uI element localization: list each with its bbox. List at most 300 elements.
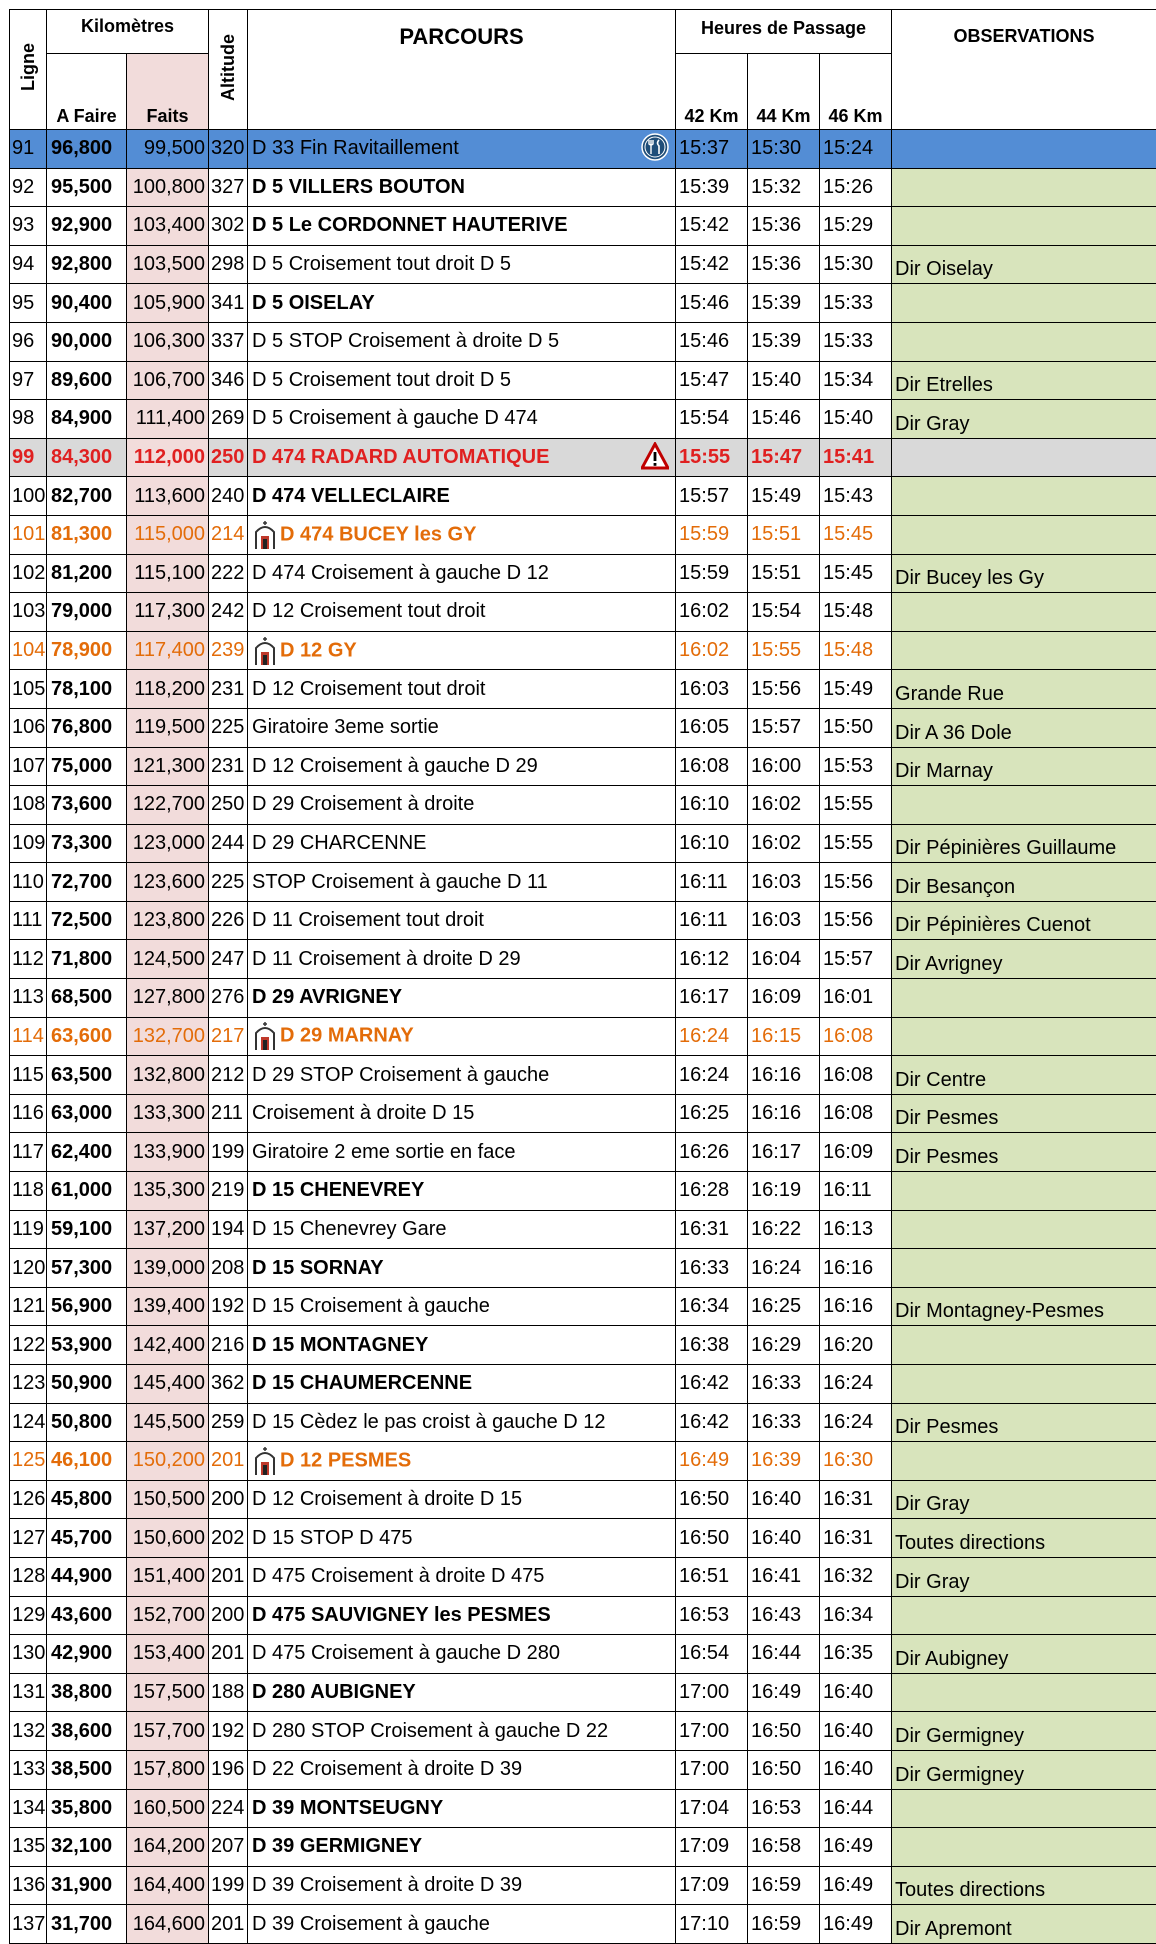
cell-ligne xyxy=(10,1557,47,1596)
cell-alt-text: 216 xyxy=(211,1334,244,1356)
cell-t44 xyxy=(748,1905,820,1944)
cell-parcours-text: D 12 PESMES xyxy=(280,1449,411,1471)
cell-faits-text: 153,400 xyxy=(133,1642,205,1664)
cell-faits-text: 164,200 xyxy=(133,1835,205,1857)
cell-alt-text: 242 xyxy=(211,600,244,622)
cell-afaire xyxy=(47,1866,127,1905)
cell-parcours xyxy=(248,1017,676,1056)
cell-t44-text: 15:51 xyxy=(751,523,801,545)
cell-afaire xyxy=(47,477,127,516)
cell-obs xyxy=(892,1750,1156,1789)
cell-ligne xyxy=(10,708,47,747)
cell-parcours-text: D 475 Croisement à gauche D 280 xyxy=(252,1642,560,1664)
cell-obs-text: Dir Oiselay xyxy=(895,258,993,280)
cell-t44 xyxy=(748,1365,820,1404)
cell-t46-text: 16:40 xyxy=(823,1758,873,1780)
cell-t42 xyxy=(676,477,748,516)
cell-t46-text: 16:49 xyxy=(823,1874,873,1896)
cell-t44-text: 15:51 xyxy=(751,562,801,584)
cell-t46 xyxy=(820,1133,892,1172)
cell-parcours-text: D 11 Croisement tout droit xyxy=(252,909,484,931)
cell-t42-text: 16:03 xyxy=(679,678,729,700)
cell-t44 xyxy=(748,1017,820,1056)
cell-obs-text: Dir Apremont xyxy=(895,1918,1012,1940)
cell-ligne-text: 121 xyxy=(12,1295,45,1317)
cell-afaire-text: 45,800 xyxy=(51,1488,112,1510)
cell-t44-text: 16:41 xyxy=(751,1565,801,1587)
cell-ligne-text: 124 xyxy=(12,1411,45,1433)
cell-t42-text: 16:31 xyxy=(679,1218,729,1240)
table-row xyxy=(10,631,1156,670)
cell-afaire-text: 63,500 xyxy=(51,1064,112,1086)
cell-afaire-text: 78,100 xyxy=(51,678,112,700)
cell-obs xyxy=(892,361,1156,400)
table-row xyxy=(10,1172,1156,1211)
cell-t46 xyxy=(820,670,892,709)
cell-parcours xyxy=(248,593,676,632)
cell-t44-text: 16:33 xyxy=(751,1411,801,1433)
cell-t46 xyxy=(820,1210,892,1249)
cell-t44-text: 16:44 xyxy=(751,1642,801,1664)
cell-obs xyxy=(892,670,1156,709)
cell-afaire xyxy=(47,284,127,323)
cell-ligne xyxy=(10,1866,47,1905)
cell-faits xyxy=(127,1635,209,1674)
cell-parcours-text: D 11 Croisement à droite D 29 xyxy=(252,948,521,970)
cell-alt-text: 240 xyxy=(211,485,244,507)
cell-obs-text: Dir Centre xyxy=(895,1069,986,1091)
cell-afaire-text: 68,500 xyxy=(51,986,112,1008)
cell-t44-text: 16:25 xyxy=(751,1295,801,1317)
table-row xyxy=(10,1365,1156,1404)
cell-t42 xyxy=(676,1056,748,1095)
cell-afaire xyxy=(47,438,127,477)
cell-faits xyxy=(127,1172,209,1211)
cell-t42 xyxy=(676,593,748,632)
cell-faits-text: 135,300 xyxy=(133,1179,205,1201)
cell-parcours-text: D 474 BUCEY les GY xyxy=(280,523,476,545)
cell-t46-text: 15:43 xyxy=(823,485,873,507)
church-icon xyxy=(252,520,278,550)
cell-alt-text: 207 xyxy=(211,1835,244,1857)
cell-t42 xyxy=(676,554,748,593)
cell-parcours xyxy=(248,901,676,940)
cell-afaire xyxy=(47,1557,127,1596)
route-table xyxy=(9,9,1156,1944)
cell-afaire-text: 46,100 xyxy=(51,1449,112,1471)
table-row xyxy=(10,1210,1156,1249)
cell-t42 xyxy=(676,130,748,169)
cell-parcours xyxy=(248,786,676,825)
cell-afaire xyxy=(47,863,127,902)
cell-ligne xyxy=(10,786,47,825)
cell-obs-text: Dir Pesmes xyxy=(895,1416,998,1438)
cell-t46 xyxy=(820,1480,892,1519)
cell-faits-text: 99,500 xyxy=(144,137,205,159)
cell-ligne-text: 103 xyxy=(12,600,45,622)
cell-t42-text: 16:28 xyxy=(679,1179,729,1201)
cell-alt xyxy=(209,1866,248,1905)
cell-parcours xyxy=(248,1287,676,1326)
cell-faits xyxy=(127,1905,209,1944)
cell-t42 xyxy=(676,245,748,284)
cell-t44 xyxy=(748,515,820,554)
cell-parcours-text: D 12 Croisement à droite D 15 xyxy=(252,1488,522,1510)
cell-parcours xyxy=(248,747,676,786)
cell-ligne-text: 93 xyxy=(12,214,34,236)
cell-alt xyxy=(209,1326,248,1365)
cell-alt xyxy=(209,786,248,825)
cell-obs xyxy=(892,1210,1156,1249)
cell-t46 xyxy=(820,515,892,554)
cell-parcours-text: D 474 Croisement à gauche D 12 xyxy=(252,562,549,584)
cell-t42-text: 16:02 xyxy=(679,639,729,661)
cell-faits xyxy=(127,1017,209,1056)
cell-t44-text: 15:47 xyxy=(751,446,802,468)
cell-t46 xyxy=(820,940,892,979)
cell-t42 xyxy=(676,1905,748,1944)
cell-t46-text: 15:24 xyxy=(823,137,873,159)
table-row xyxy=(10,1249,1156,1288)
cell-t46 xyxy=(820,631,892,670)
cell-afaire xyxy=(47,901,127,940)
cell-t42-text: 15:42 xyxy=(679,253,729,275)
cell-afaire-text: 84,900 xyxy=(51,407,112,429)
cell-t46 xyxy=(820,477,892,516)
cell-t44 xyxy=(748,593,820,632)
cell-faits xyxy=(127,747,209,786)
cell-afaire xyxy=(47,1519,127,1558)
header-heures: Heures de Passage xyxy=(676,10,892,54)
table-row xyxy=(10,554,1156,593)
cell-t42-text: 17:10 xyxy=(679,1913,729,1935)
cell-t44 xyxy=(748,1828,820,1867)
cell-t44-text: 15:40 xyxy=(751,369,801,391)
cell-afaire xyxy=(47,245,127,284)
cell-t46 xyxy=(820,1789,892,1828)
cell-ligne xyxy=(10,1596,47,1635)
cell-faits-text: 118,200 xyxy=(134,678,205,700)
cell-t44 xyxy=(748,477,820,516)
cell-t46 xyxy=(820,1828,892,1867)
cell-parcours-text: D 15 CHAUMERCENNE xyxy=(252,1372,472,1394)
cell-parcours xyxy=(248,1403,676,1442)
cell-t42 xyxy=(676,1287,748,1326)
cell-obs-text: Dir Aubigney xyxy=(895,1648,1008,1670)
cell-parcours-text: D 5 Le CORDONNET HAUTERIVE xyxy=(252,214,568,236)
cell-faits xyxy=(127,1596,209,1635)
cell-t44 xyxy=(748,824,820,863)
cell-t46-text: 15:29 xyxy=(823,214,873,236)
cell-parcours-text: D 12 Croisement à gauche D 29 xyxy=(252,755,538,777)
cell-t42 xyxy=(676,207,748,246)
cell-t44-text: 15:39 xyxy=(751,292,801,314)
cell-t42 xyxy=(676,438,748,477)
cell-t46-text: 15:33 xyxy=(823,330,873,352)
table-row xyxy=(10,1326,1156,1365)
cell-alt-text: 202 xyxy=(211,1527,244,1549)
cell-parcours-text: D 474 RADARD AUTOMATIQUE xyxy=(252,446,549,468)
cell-t44 xyxy=(748,1596,820,1635)
cell-obs xyxy=(892,1249,1156,1288)
cell-obs xyxy=(892,515,1156,554)
cell-faits xyxy=(127,400,209,439)
header-ligne: Ligne xyxy=(10,10,47,130)
cell-obs xyxy=(892,322,1156,361)
cell-faits xyxy=(127,207,209,246)
cell-parcours-text: D 5 OISELAY xyxy=(252,292,375,314)
warning-icon xyxy=(641,442,669,470)
cell-t42-text: 16:10 xyxy=(679,793,729,815)
cell-t46 xyxy=(820,708,892,747)
cell-parcours xyxy=(248,1056,676,1095)
cell-ligne xyxy=(10,207,47,246)
cell-parcours xyxy=(248,1557,676,1596)
cell-afaire-text: 92,900 xyxy=(51,214,112,236)
cell-ligne xyxy=(10,1094,47,1133)
cell-afaire-text: 59,100 xyxy=(51,1218,112,1240)
cell-parcours-text: D 5 Croisement à gauche D 474 xyxy=(252,407,538,429)
cell-t46-text: 16:24 xyxy=(823,1372,873,1394)
cell-t46 xyxy=(820,1635,892,1674)
cell-t46 xyxy=(820,130,892,169)
cell-t44 xyxy=(748,554,820,593)
cell-t44-text: 16:17 xyxy=(751,1141,801,1163)
cell-t46 xyxy=(820,1094,892,1133)
cell-ligne xyxy=(10,824,47,863)
cell-afaire xyxy=(47,979,127,1018)
table-row xyxy=(10,1094,1156,1133)
cell-t46-text: 15:40 xyxy=(823,407,873,429)
cell-obs xyxy=(892,1635,1156,1674)
cell-t42 xyxy=(676,1365,748,1404)
cell-t44 xyxy=(748,1557,820,1596)
cell-faits xyxy=(127,477,209,516)
cell-t44-text: 16:03 xyxy=(751,871,801,893)
cell-alt xyxy=(209,284,248,323)
church-icon xyxy=(252,1446,278,1476)
cell-ligne-text: 130 xyxy=(12,1642,45,1664)
cell-alt-text: 201 xyxy=(211,1565,244,1587)
cell-t42-text: 17:00 xyxy=(679,1681,729,1703)
cell-t46 xyxy=(820,400,892,439)
cell-t42-text: 15:47 xyxy=(679,369,729,391)
cell-t44-text: 16:19 xyxy=(751,1179,801,1201)
cell-obs-text: Dir Bucey les Gy xyxy=(895,567,1044,589)
cell-afaire xyxy=(47,1172,127,1211)
cell-parcours-text: D 39 GERMIGNEY xyxy=(252,1835,422,1857)
cell-afaire-text: 56,900 xyxy=(51,1295,112,1317)
cell-ligne-text: 118 xyxy=(12,1179,44,1201)
cell-afaire xyxy=(47,1712,127,1751)
cell-parcours-text: D 15 Cèdez le pas croist à gauche D 12 xyxy=(252,1411,606,1433)
cell-t44-text: 15:36 xyxy=(751,214,801,236)
cell-t46 xyxy=(820,322,892,361)
table-row xyxy=(10,940,1156,979)
cell-ligne-text: 98 xyxy=(12,407,34,429)
cell-ligne xyxy=(10,1172,47,1211)
cell-t42 xyxy=(676,1017,748,1056)
cell-parcours-text: D 39 Croisement à droite D 39 xyxy=(252,1874,522,1896)
cell-ligne xyxy=(10,901,47,940)
cell-afaire-text: 38,600 xyxy=(51,1720,112,1742)
table-row xyxy=(10,901,1156,940)
cell-t42-text: 16:50 xyxy=(679,1488,729,1510)
cell-alt xyxy=(209,1056,248,1095)
cell-t44 xyxy=(748,207,820,246)
cell-afaire-text: 81,300 xyxy=(51,523,112,545)
cell-ligne-text: 120 xyxy=(12,1257,45,1279)
cell-t46-text: 16:20 xyxy=(823,1334,873,1356)
cell-faits-text: 137,200 xyxy=(133,1218,205,1240)
cell-parcours-text: Croisement à droite D 15 xyxy=(252,1102,474,1124)
cell-afaire xyxy=(47,168,127,207)
cell-obs xyxy=(892,1172,1156,1211)
cell-alt xyxy=(209,1789,248,1828)
cell-alt-text: 224 xyxy=(211,1797,244,1819)
cell-alt-text: 247 xyxy=(211,948,244,970)
cell-afaire-text: 32,100 xyxy=(51,1835,112,1857)
cell-alt-text: 337 xyxy=(211,330,244,352)
cell-alt xyxy=(209,1210,248,1249)
cell-afaire-text: 78,900 xyxy=(51,639,112,661)
cell-faits-text: 103,500 xyxy=(133,253,205,275)
cell-afaire-text: 31,900 xyxy=(51,1874,112,1896)
church-icon xyxy=(252,1021,278,1051)
cell-ligne xyxy=(10,1056,47,1095)
cell-alt-text: 201 xyxy=(211,1913,244,1935)
cell-parcours-text: D 29 CHARCENNE xyxy=(252,832,426,854)
cell-alt-text: 346 xyxy=(211,369,244,391)
cell-faits xyxy=(127,168,209,207)
cell-obs-text: Dir A 36 Dole xyxy=(895,722,1012,744)
cell-obs-text: Dir Gray xyxy=(895,1493,969,1515)
cell-alt xyxy=(209,361,248,400)
cell-t44-text: 16:15 xyxy=(751,1025,801,1047)
cell-obs-text: Dir Germigney xyxy=(895,1725,1024,1747)
cell-t44 xyxy=(748,786,820,825)
cell-alt xyxy=(209,1365,248,1404)
cell-t44-text: 15:49 xyxy=(751,485,801,507)
cell-faits-text: 112,000 xyxy=(134,446,205,468)
cell-ligne-text: 119 xyxy=(12,1218,44,1240)
cell-afaire-text: 62,400 xyxy=(51,1141,112,1163)
cell-alt xyxy=(209,940,248,979)
cell-obs xyxy=(892,708,1156,747)
cell-afaire xyxy=(47,786,127,825)
cell-t42 xyxy=(676,708,748,747)
cell-t42 xyxy=(676,1828,748,1867)
cell-afaire-text: 82,700 xyxy=(51,485,112,507)
cell-afaire xyxy=(47,1133,127,1172)
cell-obs xyxy=(892,1828,1156,1867)
cell-obs xyxy=(892,901,1156,940)
cell-t46 xyxy=(820,1712,892,1751)
cell-ligne-text: 111 xyxy=(12,909,42,931)
cell-alt xyxy=(209,1017,248,1056)
cell-t44-text: 16:59 xyxy=(751,1874,801,1896)
cell-obs xyxy=(892,1442,1156,1481)
cell-t42 xyxy=(676,1635,748,1674)
cell-obs xyxy=(892,940,1156,979)
cell-t42-text: 15:39 xyxy=(679,176,729,198)
cell-obs xyxy=(892,168,1156,207)
cell-t42 xyxy=(676,631,748,670)
cell-afaire-text: 38,500 xyxy=(51,1758,112,1780)
cell-obs-text: Dir Pépinières Cuenot xyxy=(895,914,1091,936)
cell-alt xyxy=(209,1403,248,1442)
cell-faits xyxy=(127,1094,209,1133)
cell-obs xyxy=(892,438,1156,477)
cell-t44-text: 16:16 xyxy=(751,1064,801,1086)
cell-t42 xyxy=(676,1249,748,1288)
cell-faits-text: 157,700 xyxy=(133,1720,205,1742)
fork-knife-icon xyxy=(641,133,669,161)
cell-parcours-text: D 15 Chenevrey Gare xyxy=(252,1218,447,1240)
cell-obs-text: Dir Etrelles xyxy=(895,374,993,396)
cell-faits xyxy=(127,284,209,323)
table-row xyxy=(10,863,1156,902)
cell-obs-text: Dir Gray xyxy=(895,1571,969,1593)
cell-alt xyxy=(209,1557,248,1596)
table-row xyxy=(10,168,1156,207)
cell-obs xyxy=(892,1905,1156,1944)
cell-faits-text: 115,000 xyxy=(134,523,205,545)
cell-afaire xyxy=(47,1442,127,1481)
cell-t46-text: 16:08 xyxy=(823,1102,873,1124)
table-row xyxy=(10,284,1156,323)
cell-ligne-text: 112 xyxy=(12,948,44,970)
cell-t44 xyxy=(748,1789,820,1828)
cell-t46 xyxy=(820,1557,892,1596)
cell-ligne-text: 110 xyxy=(12,871,44,893)
table-row xyxy=(10,708,1156,747)
cell-ligne-text: 128 xyxy=(12,1565,45,1587)
cell-t46-text: 16:44 xyxy=(823,1797,873,1819)
cell-t46 xyxy=(820,1866,892,1905)
cell-ligne xyxy=(10,1365,47,1404)
cell-t46-text: 15:56 xyxy=(823,871,873,893)
cell-t46 xyxy=(820,207,892,246)
cell-t44-text: 16:02 xyxy=(751,832,801,854)
cell-t42 xyxy=(676,747,748,786)
cell-alt-text: 201 xyxy=(211,1449,244,1471)
cell-afaire xyxy=(47,361,127,400)
cell-alt xyxy=(209,1750,248,1789)
cell-t42 xyxy=(676,1403,748,1442)
cell-parcours xyxy=(248,1210,676,1249)
cell-t44-text: 16:43 xyxy=(751,1604,801,1626)
cell-parcours-text: D 15 MONTAGNEY xyxy=(252,1334,428,1356)
cell-faits xyxy=(127,1287,209,1326)
cell-faits xyxy=(127,593,209,632)
cell-t42 xyxy=(676,670,748,709)
cell-t46 xyxy=(820,1442,892,1481)
cell-t44 xyxy=(748,1287,820,1326)
cell-t44-text: 15:55 xyxy=(751,639,801,661)
cell-parcours-text: D 475 SAUVIGNEY les PESMES xyxy=(252,1604,551,1626)
cell-parcours xyxy=(248,245,676,284)
cell-ligne xyxy=(10,593,47,632)
cell-t42 xyxy=(676,284,748,323)
cell-t44 xyxy=(748,245,820,284)
cell-faits-text: 115,100 xyxy=(134,562,205,584)
cell-afaire xyxy=(47,631,127,670)
cell-alt-text: 200 xyxy=(211,1604,244,1626)
cell-alt-text: 298 xyxy=(211,253,244,275)
cell-t46-text: 16:40 xyxy=(823,1681,873,1703)
cell-parcours-text: D 5 Croisement tout droit D 5 xyxy=(252,369,511,391)
